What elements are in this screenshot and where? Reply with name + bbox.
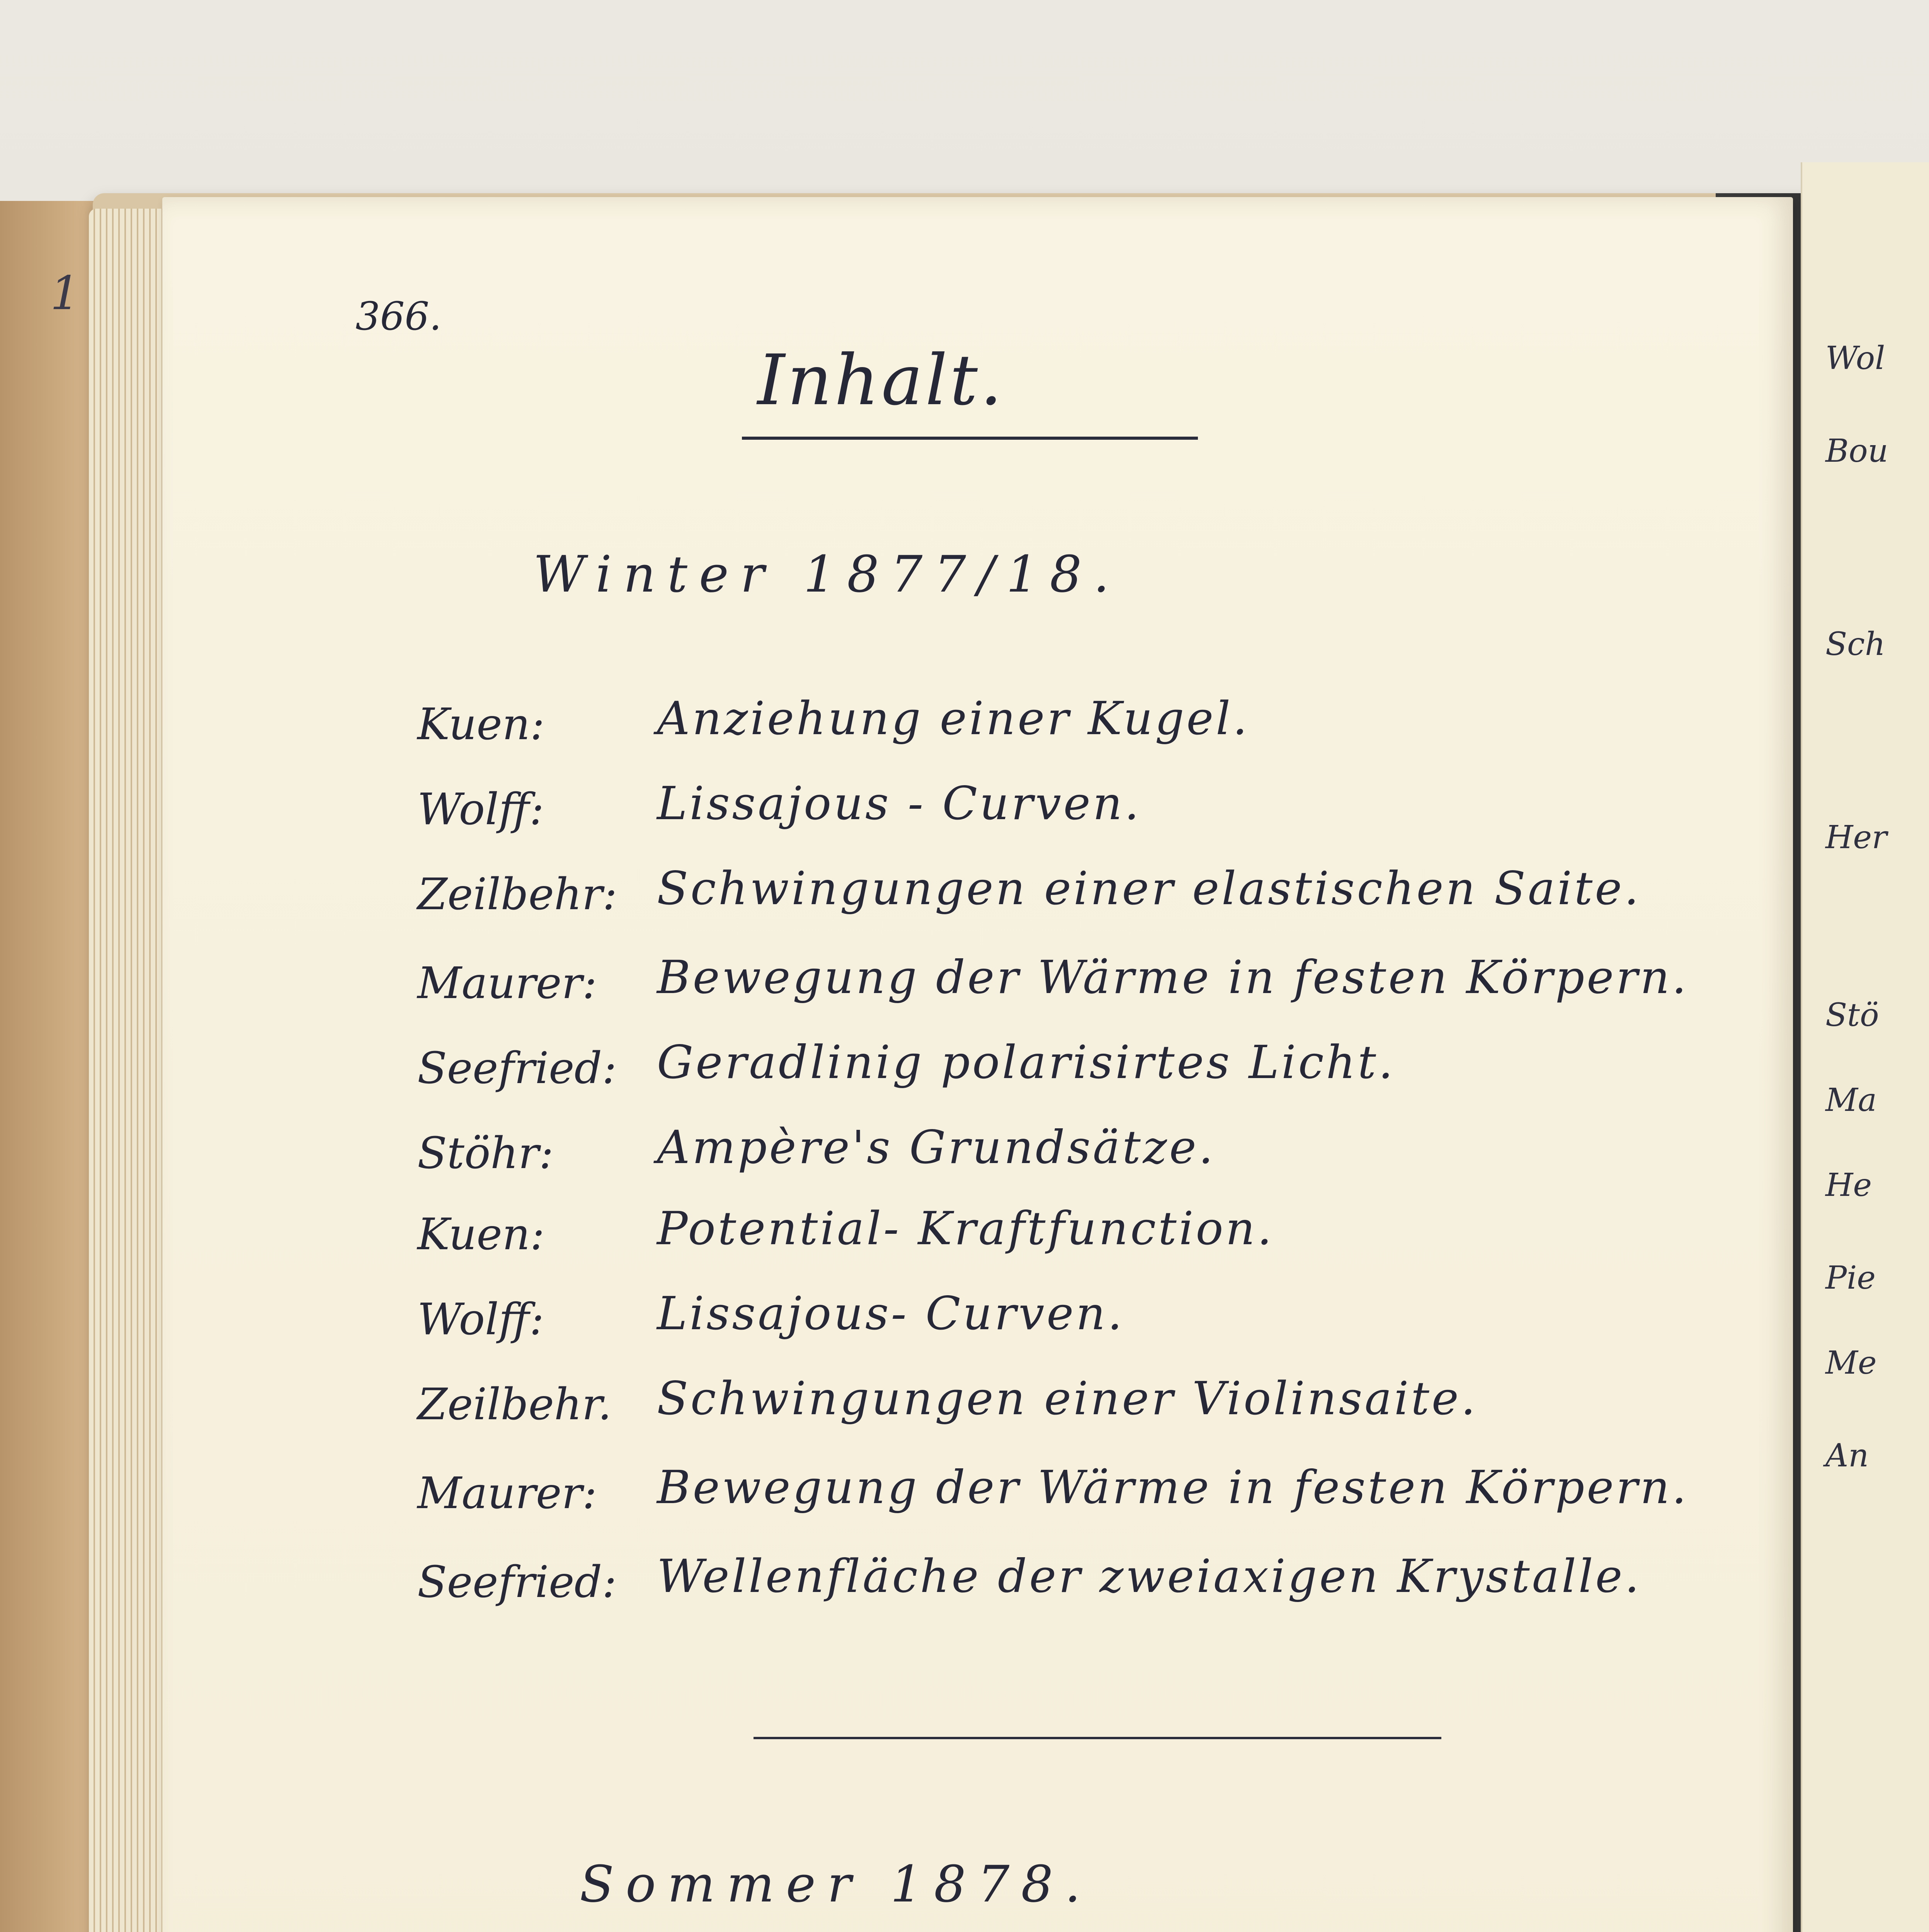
entry-name: Maurer:: [417, 1468, 597, 1519]
facing-page-fragment: An: [1825, 1437, 1869, 1474]
page-heading: Inhalt.: [757, 340, 1005, 421]
heading-underline: [742, 437, 1198, 440]
facing-page-fragment: Stö: [1825, 997, 1879, 1034]
entry-name: Kuen:: [417, 1209, 545, 1260]
entry-name: Stöhr:: [417, 1128, 554, 1179]
notebook-page: [162, 197, 1793, 1932]
entry-topic: Lissajous- Curven.: [657, 1287, 1124, 1340]
entry-name: Wolff:: [417, 1294, 544, 1345]
facing-page-fragment: Bou: [1825, 433, 1888, 469]
facing-page-fragment: Sch: [1825, 626, 1885, 663]
entry-name: Seefried:: [417, 1557, 617, 1607]
entry-name: Maurer:: [417, 958, 597, 1009]
facing-page-fragment: Pie: [1825, 1260, 1876, 1296]
facing-page-edge: [1801, 162, 1929, 1932]
page-edges: [89, 209, 174, 1932]
entry-name: Zeilbehr.: [417, 1379, 612, 1430]
entry-topic: Ampère's Grundsätze.: [657, 1121, 1216, 1174]
section-title-sommer: Sommer 1878.: [580, 1855, 1092, 1913]
entry-topic: Bewegung der Wärme in festen Körpern.: [657, 1461, 1689, 1514]
entry-topic: Bewegung der Wärme in festen Körpern.: [657, 951, 1689, 1004]
facing-page-fragment: Wol: [1825, 340, 1885, 377]
entry-topic: Geradlinig polarisirtes Licht.: [657, 1036, 1395, 1089]
entry-topic: Wellenfläche der zweiaxigen Krystalle.: [657, 1549, 1642, 1603]
entry-name: Zeilbehr:: [417, 869, 617, 920]
section-divider: [754, 1737, 1441, 1739]
facing-page-fragment: Her: [1825, 819, 1887, 856]
entry-name: Wolff:: [417, 784, 544, 835]
entry-topic: Lissajous - Curven.: [657, 777, 1141, 830]
page-number: 366.: [356, 294, 442, 339]
facing-page-fragment: Ma: [1825, 1082, 1877, 1119]
left-margin-mark: 1: [50, 267, 80, 320]
entry-topic: Anziehung einer Kugel.: [657, 692, 1250, 745]
entry-topic: Schwingungen einer Violinsaite.: [657, 1372, 1478, 1425]
entry-name: Seefried:: [417, 1043, 617, 1094]
entry-topic: Potential- Kraftfunction.: [657, 1202, 1274, 1255]
entry-topic: Schwingungen einer elastischen Saite.: [657, 862, 1641, 915]
entry-name: Kuen:: [417, 699, 545, 750]
section-title-winter: Winter 1877/18.: [533, 545, 1121, 604]
facing-page-fragment: He: [1825, 1167, 1872, 1204]
facing-page-fragment: Me: [1825, 1345, 1877, 1381]
